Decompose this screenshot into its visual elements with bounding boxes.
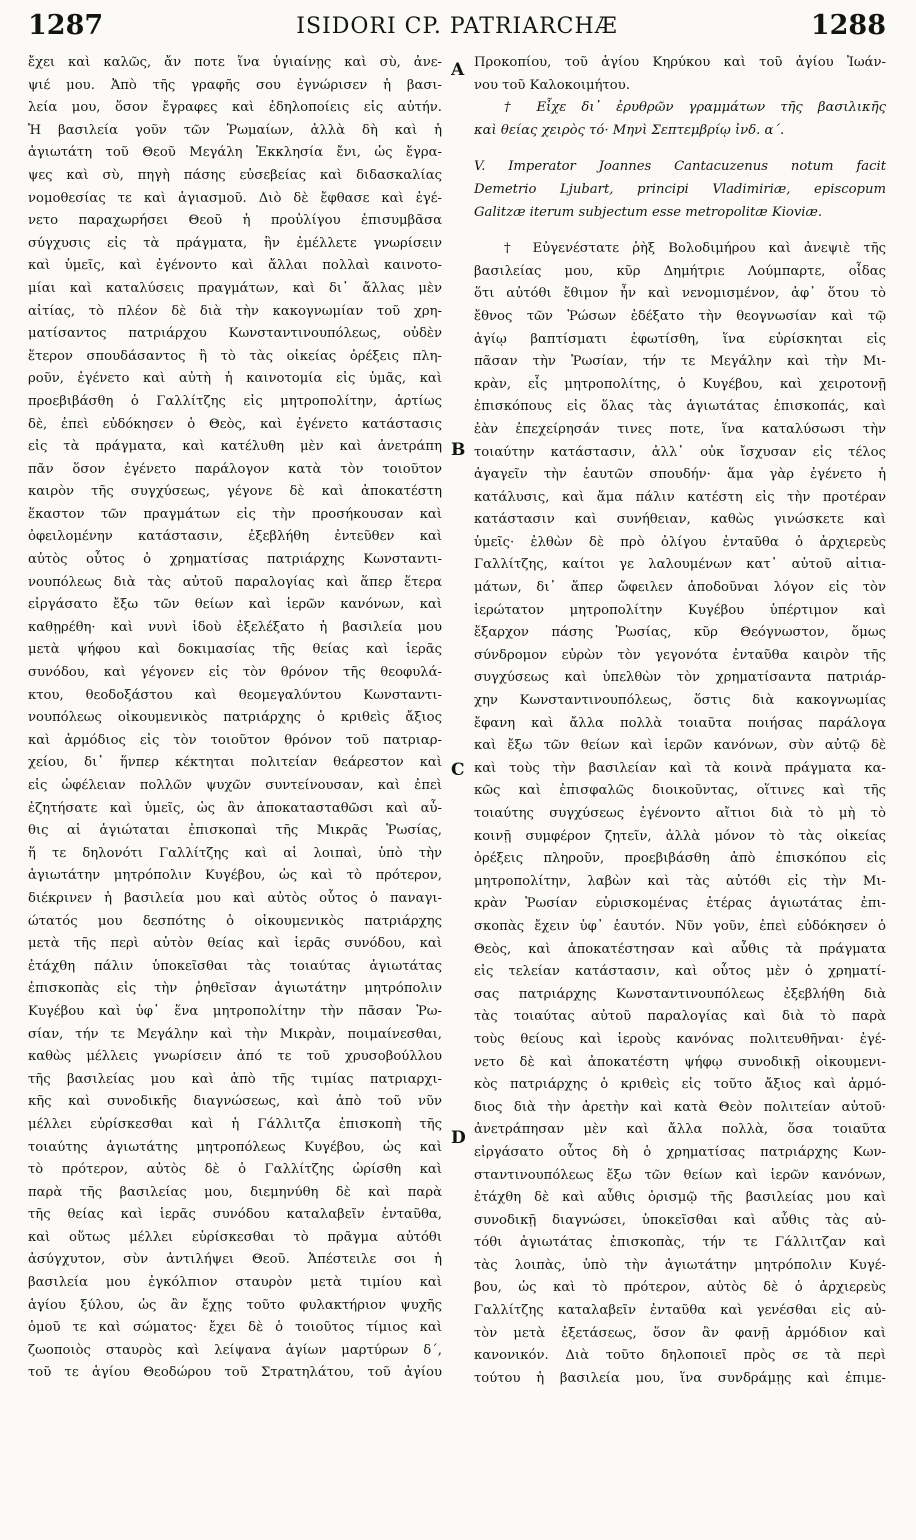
right-column — [474, 52, 886, 1390]
text-line: Galitzæ iterum subjectum esse metropolitæ Kioviæ. — [474, 204, 823, 220]
running-header — [28, 10, 886, 46]
text-line: V. Imperator Joannes Cantacuzenus notum facit — [474, 159, 886, 175]
text-line: Ἡ βασιλεία γοῦν τῶν Ῥωμαίων, ἀλλὰ δὴ καὶ ἡ — [28, 122, 442, 138]
text-line: σύγχυσις εἰς τὰ πράγματα, ἣν ἐμέλλετε γνωρίσειν — [28, 235, 442, 251]
text-line: εἰργάσατο οὗτος δὴ ὁ χρηματίσας πατριάρχης Κων- — [474, 1144, 886, 1160]
text-line: ματίσαντος πατριάρχου Κωνσταντινουπόλεως, οὐδὲν — [28, 326, 442, 342]
text-line: ἐπισκόπους εἰς ὅλας τὰς ἁγιωτάτας ἐπισκοπάς, καὶ — [474, 399, 886, 415]
text-line: κὸς πατριάρχης ὁ κριθεὶς εἰς τοῦτο ἄξιος καὶ ἁρμό- — [474, 1077, 886, 1093]
text-line: τῆς βασιλείας μου καὶ ἀπὸ τῆς τιμίας πατριαρχι- — [28, 1071, 442, 1087]
text-line: ἐπισκοπὰς εἰς τὴν ῥηθεῖσαν ἁγιωτάτην μητρόπολιν — [28, 981, 442, 997]
text-line: χην Κωνσταντινουπόλεως, ὅστις διὰ κακογνωμίας — [474, 693, 886, 709]
text-line: ἔθνος τῶν Ῥώσων ἐδέξατο τὴν θεογνωσίαν καὶ τῷ — [474, 308, 886, 324]
text-line: τοὺς θείους καὶ ἱεροὺς κανόνας πολιτευθῆναι· ἐγέ- — [474, 1031, 886, 1047]
text-line: Προκοπίου, τοῦ ἁγίου Κηρύκου καὶ τοῦ ἁγίου Ἰωάν- — [474, 55, 886, 70]
text-line: κρὰν Ῥωσίαν εὑρισκομένας ἑτέρας ἁγιωτάτας ἐπι- — [474, 896, 886, 912]
text-line: καθὼς μέλλεις γνωρίσειν ἀπό τε τοῦ χρυσοβούλλου — [28, 1049, 442, 1065]
text-line: ὁμοῦ τε καὶ σώματος· ἔχει δὲ ὁ τοιοῦτος τίμιος καὶ — [28, 1320, 442, 1336]
text-line: ἥ τε δηλονότι Γαλλίτζης καὶ αἱ λοιπαὶ, ὑπὸ τὴν — [28, 845, 442, 861]
text-line: ἐζητήσατε καὶ ὑμεῖς, ὡς ἂν ἀποκατασταθῶσι καὶ αὖ- — [28, 800, 442, 816]
text-line: παρὰ τῆς βασιλείας μου, διεμηνύθη δὲ καὶ παρὰ — [28, 1184, 442, 1200]
text-line: δὲ, ἐπεὶ εὐδόκησεν ὁ Θεὸς, καὶ ἐγένετο κατάστασις — [28, 416, 442, 432]
text-line: κοινῇ συμφέρον ζητεῖν, ἀλλὰ μόνον τὸ τὰς οἰκείας — [474, 828, 886, 844]
text-line: ἁγίου ξύλου, ὡς ἂν ἔχῃς τοῦτο φυλακτήριον ψυχῆς — [28, 1297, 442, 1313]
text-line: σύνδρομον εὑρὼν τὸν γεγονότα ἐνταῦθα καιρὸν τῆς — [474, 647, 886, 663]
text-line: ἐτάχθη δὲ καὶ αὖθις ὁρισμῷ τῆς βασιλείας μου καὶ — [474, 1190, 886, 1206]
text-line: πᾶσαν τὴν Ῥωσίαν, τήν τε Μεγάλην καὶ τὴν Μι- — [474, 354, 886, 370]
text-line: ἐτάχθη πάλιν ὑποκεῖσθαι τὰς τοιαύτας ἁγιωτάτας — [28, 958, 442, 974]
text-line: Γαλλίτζης, καίτοι γε λαλουμένων κατ᾿ αὐτοῦ αἰτια- — [474, 557, 886, 573]
margin-marker-a: A — [451, 60, 465, 80]
text-line: ἕτερον σπουδάσαντος ἢ τὸ τὰς οἰκείας ὀρέξεις πλη- — [28, 348, 442, 364]
text-line: μέλλει εὑρίσκεσθαι καὶ ἡ Γάλλιτζα ἐπισκοπὴ τῆς — [28, 1116, 442, 1132]
text-line: ὀφειλομένην κατάστασιν, ἐξεβλήθη ἐντεῦθεν καὶ — [28, 529, 442, 545]
text-line: εἰς τελείαν κατάστασιν, καὶ οὗτος μὲν ὁ χρηματί- — [474, 964, 886, 980]
text-line: διέκρινεν ἡ βασιλεία μου καὶ αὐτὸς οὗτος ὁ παναγι- — [28, 890, 442, 906]
text-line: κῶς καὶ ἐπισφαλῶς διοικοῦντας, οἵτινες καὶ τῆς — [474, 783, 886, 799]
text-line: Θεὸς, καὶ ἀποκατέστησαν καὶ αὖθις τὰ πράγματα — [474, 941, 886, 957]
text-line: ἀγαγεῖν τὴν ἑαυτῶν σπουδήν· ἅμα γὰρ ἐγένετο ἡ — [474, 467, 886, 483]
text-line: συνοδικῇ διαγνώσει, ὑποκεῖσθαι καὶ αὖθις τὰς αὐ- — [474, 1212, 886, 1228]
document-summary — [474, 156, 886, 224]
text-line: ἁγίῳ βαπτίσματι ἐφωτίσθη, ἵνα εὑρίσκηται εἰς — [474, 331, 886, 347]
page-number-left: 1287 — [28, 10, 104, 41]
text-line: ἁγιωτάτη τοῦ Θεοῦ Μεγάλη Ἐκκλησία ἔνι, ὡς ἔγρα- — [28, 145, 442, 161]
text-line: νου τοῦ Καλοκοιμήτου. — [474, 77, 630, 93]
text-line: ψες καὶ σὺ, πηγὴ πάσης εὐσεβείας καὶ διδασκαλίας — [28, 167, 442, 183]
text-line: τούτου ἡ βασιλεία μου, ἵνα συνδράμῃς καὶ ἐπιμε- — [474, 1370, 886, 1386]
text-line: προεβιβάσθη ὁ Γαλλίτζης εἰς μητροπολίτην, ἀρτίως — [28, 393, 442, 409]
text-line: κρὰν, εἷς μητροπολίτης, ὁ Κυγέβου, καὶ χειροτονῇ — [474, 376, 886, 392]
margin-marker-b: B — [451, 440, 466, 460]
text-line: σταντινουπόλεως ἔξω τῶν θείων καὶ ἱερῶν κανόνων, — [474, 1167, 886, 1183]
text-line: Γαλλίτζης καταλαβεῖν ἐνταῦθα καὶ γενέσθαι εἰς αὐ- — [474, 1303, 886, 1319]
right-intro — [474, 52, 886, 97]
text-line: νετο δὲ καὶ ἀποκατέστη ψήφῳ συνοδικῇ οἰκουμενι- — [474, 1054, 886, 1070]
text-line: πᾶν ὅσον ἐγένετο παράλογον κατὰ τὸν τοιοῦτον — [28, 461, 442, 477]
text-line: τὰς τοιαύτας αὐτοῦ παραλογίας καὶ διὰ τὸ παρὰ — [474, 1009, 886, 1025]
text-line: ὀρέξεις πληροῦν, προεβιβάσθη ἀπὸ ἐπισκόπου εἰς — [474, 851, 886, 867]
text-line: χείου, δι᾿ ἥνπερ κέκτηται πολιτείαν θεάρεστον καὶ — [28, 755, 442, 771]
text-line: μάτων, δι᾿ ἅπερ ὤφειλεν ἀποδοῦναι λόγον εἰς τὸν — [474, 580, 886, 596]
text-line: ἔφανη καὶ ἄλλα πολλὰ τοιαῦτα ποιήσας παράλογα — [474, 715, 886, 731]
text-line: τοιαύτης συγχύσεως ἐγένοντο αἴτιοι διὰ τὸ μὴ τὸ — [474, 806, 886, 821]
text-line: βασιλείας μου, κῦρ Δημήτριε Λούμπαρτε, οἶδας — [474, 263, 886, 279]
left-column — [28, 52, 442, 1385]
text-line: νομοθεσίας τε καὶ ἁγιασμοῦ. Διὸ δὲ ἔφθασε καὶ ἐγέ- — [28, 190, 442, 206]
text-line: ψιέ μου. Ἀπὸ τῆς γραφῆς σου ἐγνώρισεν ἡ βασι- — [28, 77, 442, 93]
text-line: σίαν, τήν τε Μεγάλην καὶ τὴν Μικρὰν, ποιμαίνεσθαι, — [28, 1026, 442, 1042]
text-line: νουπόλεως διὰ τὰς αὐτοῦ παραλογίας καὶ ἅπερ ἕτερα — [28, 574, 442, 590]
text-line: Demetrio Ljubart, principi Vladimiriæ, episcopum — [474, 181, 886, 197]
page-number-right: 1288 — [810, 10, 886, 41]
text-line: σας πατριάρχης Κωνσταντινουπόλεως ἐξεβλήθη διὰ — [474, 986, 886, 1002]
text-line: ώτατός μου δεσπότης ὁ οἰκουμενικὸς πατριάρχης — [28, 913, 442, 929]
text-line: ἔξαρχον πάσης Ῥωσίας, κῦρ Θεόγνωστον, ὅμως — [474, 625, 886, 641]
text-line: ἱερώτατον μητροπολίτην Κυγέβου ὑπέρτιμον καὶ — [474, 602, 886, 618]
text-line: κανονικόν. Διὰ τοῦτο δηλοποιεῖ πρὸς σε τὰ περὶ — [474, 1348, 886, 1364]
text-line: συνόδου, καὶ γέγονεν εἰς τὸν θρόνον τῆς θεοφυλά- — [28, 665, 442, 681]
text-line: ροῦν, ἐγένετο καὶ αὐτὴ ἡ καινοτομία εἰς ὑμᾶς, καὶ — [28, 371, 442, 387]
text-line: διος διὰ τὴν ἀρετὴν καὶ κατὰ Θεὸν πολιτείαν αὐτοῦ· — [474, 1099, 886, 1115]
text-line: καὶ θείας χειρὸς τό· Μηνὶ Σεπτεμβρίῳ ἰνδ. α´. — [474, 122, 785, 138]
text-line: νετο παραχωρήσει Θεοῦ ἡ προὐλίγου ἐπισυμβᾶσα — [28, 213, 442, 229]
text-line: μητροπολίτην, λαβὼν καὶ τὰς αὐτόθι εἰς τὴν Μι- — [474, 873, 886, 889]
text-line: κῆς καὶ συνοδικῆς διαγνώσεως, καὶ ἀπὸ τοῦ νῦν — [28, 1094, 442, 1110]
text-line: καθῃρέθη· καὶ νυνὶ ἰδοὺ ἐξελέξατο ἡ βασιλεία μου — [28, 619, 442, 635]
text-line: καὶ ἁρμόδιος εἰς τὸν τοιοῦτον θρόνον τοῦ πατριαρ- — [28, 732, 442, 748]
text-line: τὰς λοιπὰς, ὑπὸ τὴν ἁγιωτάτην μητρόπολιν Κυγέ- — [474, 1257, 886, 1273]
text-line: εἰς ὠφέλειαν πολλῶν ψυχῶν συντείνουσαν, καὶ ἐπεὶ — [28, 778, 442, 793]
text-line: ζωοποιὸς σταυρὸς καὶ λείψανα ἁγίων μαρτύρων δ´, — [28, 1342, 442, 1358]
text-line: καιρὸν τῆς συγχύσεως, γέγονε δὲ καὶ ἀποκατέστη — [28, 484, 442, 500]
running-title: ISIDORI CP. PATRIARCHÆ — [296, 14, 618, 39]
text-line: † Εἶχε δι᾿ ἐρυθρῶν γραμμάτων τῆς βασιλικῆς — [504, 100, 886, 116]
text-line: ὑμεῖς· ἐλθὼν δὲ πρὸ ὀλίγου ἐνταῦθα ὁ ἀρχιερεὺς — [474, 534, 886, 550]
text-line: † Εὐγενέστατε ῥὴξ Βολοδιμήρου καὶ ἀνεψιὲ τῆς — [504, 241, 886, 257]
text-line: μετὰ τῆς περὶ αὐτὸν θείας καὶ ἱερᾶς συνόδου, καὶ — [28, 936, 442, 952]
text-line: τὸ πρότερον, αὐτὸς δὲ ὁ Γαλλίτζης ὡρίσθη καὶ — [28, 1162, 442, 1178]
text-line: κατάστασιν καὶ συνήθειαν, καθὼς γινώσκετε καὶ — [474, 512, 886, 528]
text-line: ἀνετράπησαν μὲν καὶ ἄλλα πολλὰ, ὅσα τοιαῦτα — [474, 1122, 886, 1138]
margin-marker-d: D — [451, 1128, 466, 1148]
text-line: τόθι ἁγιωτάτας ἐπισκοπὰς, τήν τε Γάλλιτζαν καὶ — [474, 1235, 886, 1251]
text-line: καὶ οὕτως μέλλει εὑρίσκεσθαι τὸ πρᾶγμα αὐτόθι — [28, 1229, 442, 1245]
text-line: τοιαύτης ἁγιωτάτης μητροπόλεως Κυγέβου, ὡς καὶ — [28, 1139, 442, 1155]
margin-marker-c: C — [451, 760, 465, 780]
text-line: τοιαύτην κατάστασιν, ἀλλ᾿ οὐκ ἴσχυσαν εἰς τέλος — [474, 444, 886, 460]
text-line: ἐὰν ἐπεχείρησάν τινες ποτε, ἵνα καταλύσωσι τὴν — [474, 421, 886, 437]
text-line: ἕκαστον τῶν πραγμάτων εἰς τὴν προσήκουσαν καὶ — [28, 506, 442, 522]
text-line: μετὰ ψήφου καὶ δοκιμασίας τῆς θείας καὶ ἱερᾶς — [28, 642, 442, 658]
text-line: μίαι καὶ καταλύσεις πραγμάτων, καὶ δι᾿ ἄλλας μὲν — [28, 280, 442, 296]
text-line: τοῦ τε ἁγίου Θεοδώρου τοῦ Στρατηλάτου, τοῦ ἁγίου — [28, 1365, 442, 1381]
text-line: καὶ ἔξω τῶν θείων καὶ ἱερῶν κανόνων, σὺν αὐτῷ δὲ — [474, 738, 886, 754]
text-line: αἰτίας, τὸ πλέον δὲ διὰ τὴν κακογνωμίαν τοῦ χρη- — [28, 303, 442, 319]
text-line: εἰργάσατο ἔξω τῶν θείων καὶ ἱερῶν κανόνων, καὶ — [28, 597, 442, 613]
text-line: νουπόλεως οἰκουμενικὸς πατριάρχης ὁ κριθεὶς ἄξιος — [28, 710, 442, 726]
text-line: καὶ ὑμεῖς, καὶ ἐγένοντο καὶ ἄλλαι πολλαὶ καινοτο- — [28, 258, 442, 274]
text-line: θις αἱ ἁγιώταται ἐπισκοπαὶ τῆς Μικρᾶς Ῥωσίας, — [28, 823, 442, 839]
text-line: ἔχει καὶ καλῶς, ἄν ποτε ἵνα ὑγιαίνῃς καὶ σὺ, ἀνε- — [28, 55, 442, 70]
right-body — [474, 238, 886, 1390]
text-line: σκοπὰς ἔχειν ὑφ᾿ ἑαυτόν. Νῦν γοῦν, ἐπεὶ εὐδόκησεν ὁ — [474, 918, 886, 934]
signature-note — [474, 97, 886, 142]
text-line: τὸν μετὰ ἐξετάσεως, ὅσον ἂν φανῇ ἁρμόδιον καὶ — [474, 1325, 886, 1341]
text-line: Κυγέβου καὶ ὑφ᾿ ἕνα μητροπολίτην τὴν πᾶσαν Ῥω- — [28, 1003, 442, 1019]
text-line: κατάλυσις, καὶ ἅμα πάλιν κατέστη εἰς τὴν προτέραν — [474, 489, 886, 505]
text-line: αὐτὸς οὗτος ὁ χρηματίσας πατριάρχης Κωνσταντι- — [28, 552, 442, 568]
text-line: κτου, θεοδοξάστου καὶ θεομεγαλύντου Κωνσταντι- — [28, 687, 442, 703]
text-line: βου, ὡς καὶ τὸ πρότερον, αὐτὸς δὲ ὁ ἀρχιερεὺς — [474, 1280, 886, 1296]
text-line: καὶ τοὺς τὴν βασιλείαν καὶ τὰ κοινὰ πράγματα κα- — [474, 760, 886, 776]
text-line: ἁγιωτάτην μητρόπολιν Κυγέβου, ὡς καὶ τὸ πρότερον, — [28, 868, 442, 884]
text-line: εἰς τὰ πράγματα, καὶ κατέλυθη μὲν καὶ ἀνετράπη — [28, 439, 442, 455]
text-line: ἀσύγχυτον, σὺν ἀντιλήψει Θεοῦ. Ἀπέστειλε σοι ἡ — [28, 1252, 442, 1268]
text-line: συγχύσεως καὶ ὑπελθὼν τὸν χρηματίσαντα πατριάρ- — [474, 670, 886, 686]
text-line: βασιλεία μου ἐγκόλπιον σταυρὸν μετὰ τιμίου καὶ — [28, 1275, 442, 1291]
text-line: λεία μου, ὅσον ἔγραφες καὶ ἐδηλοποίεις εἰς αὐτήν. — [28, 100, 442, 116]
text-line: τῆς θείας καὶ ἱερᾶς συνόδου καταλαβεῖν ἐνταῦθα, — [28, 1207, 442, 1223]
text-line: ὅτι αὐτόθι ἔθιμον ἦν καὶ νενομισμένον, ἀφ᾿ ὅτου τὸ — [474, 286, 886, 302]
